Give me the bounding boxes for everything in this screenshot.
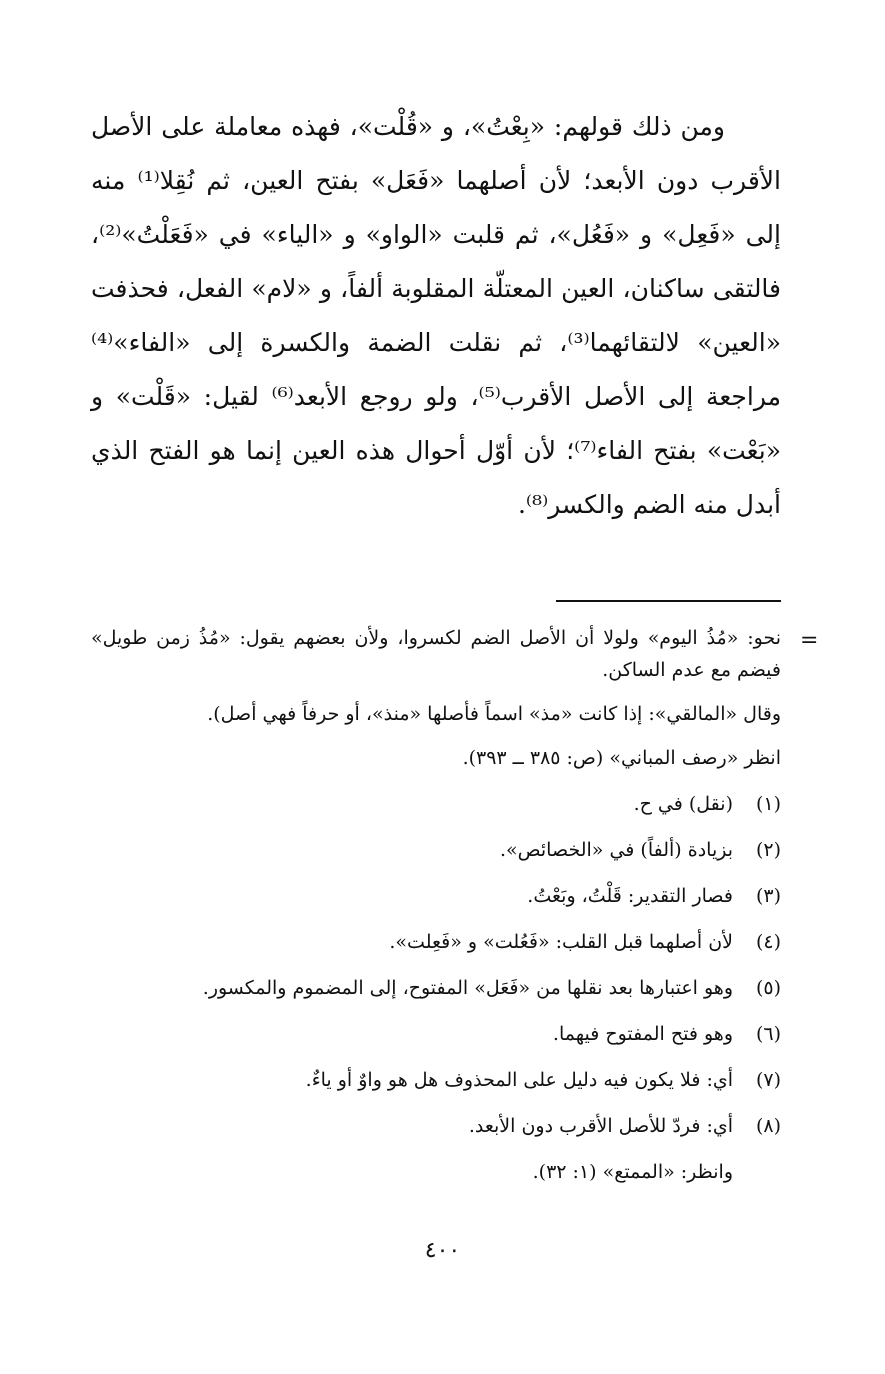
footnote-trailing-line: وانظر: «الممتع» (١: ٣٢). xyxy=(532,1161,733,1183)
footnote-number: (٢) xyxy=(755,839,781,861)
footnotes-section xyxy=(91,622,781,1202)
footnote-item xyxy=(91,972,781,1018)
main-paragraph-text: ومن ذلك قولهم: «بِعْتُ»، و «قُلْت»، فهذه معاملة على الأصل الأقرب دون الأبعد؛ لأن أصلهما «فَعَل» بفتح العين، ثم نُقِلا⁽¹⁾ منه إلى «فَعِل» و «فَعُل»، ثم قلبت «الواو» و «الياء» في «فَعَلْتُ»⁽²⁾، فالتقى ساكنان، العين المعتلّة المقلوبة ألفاً، و «لام» الفعل، فحذفت «العين» لالتقائهما⁽³⁾، ثم نقلت الضمة والكسرة إلى «الفاء»⁽⁴⁾ مراجعة إلى الأصل الأقرب⁽⁵⁾، ولو روجع الأبعد⁽⁶⁾ لقيل: «قَلْت» و «بَعْت» بفتح الفاء⁽⁷⁾؛ لأن أوّل أحوال هذه العين إنما هو الفتح الذي أبدل منه الضم والكسر⁽⁸⁾. xyxy=(91,112,782,519)
footnote-item xyxy=(91,834,781,880)
footnote-separator xyxy=(556,600,781,602)
footnote-number: (٨) xyxy=(755,1115,781,1137)
page-number: ٤٠٠ xyxy=(424,1238,461,1263)
continued-footnote-line: نحو: «مُذُ اليوم» ولولا أن الأصل الضم لكسروا، ولأن بعضهم يقول: «مُذُ زمن طويل» فيضم مع عدم الساكن. xyxy=(91,627,781,681)
continued-footnote-line: وقال «المالقي»: إذا كانت «مذ» اسماً فأصلها «منذ»، أو حرفاً فهي أصل). xyxy=(207,703,781,725)
footnote-text: وهو فتح المفتوح فيهما. xyxy=(552,1023,733,1045)
footnote-list xyxy=(91,788,781,1156)
footnote-number: (٤) xyxy=(755,931,781,953)
footnote-text: لأن أصلهما قبل القلب: «فَعُلت» و «فَعِلت». xyxy=(389,931,733,953)
footnote-continuation-mark: = xyxy=(800,628,819,653)
footnote-text: فصار التقدير: قَلْتُ، وبَعْتُ. xyxy=(527,885,733,907)
footnote-item xyxy=(91,880,781,926)
footnote-item xyxy=(91,1110,781,1156)
footnote-text: وهو اعتبارها بعد نقلها من «فَعَل» المفتوح، إلى المضموم والمكسور. xyxy=(202,977,733,999)
footnote-text: بزيادة (ألفاً) في «الخصائص». xyxy=(499,839,733,861)
main-paragraph xyxy=(91,100,781,532)
footnote-item xyxy=(91,926,781,972)
footnote-number: (٥) xyxy=(755,977,781,999)
footnote-text: أي: فلا يكون فيه دليل على المحذوف هل هو واوٌ أو ياءٌ. xyxy=(305,1069,733,1091)
footnote-number: (٦) xyxy=(755,1023,781,1045)
footnote-item xyxy=(91,788,781,834)
footnote-number: (١) xyxy=(755,793,781,815)
footnote-number: (٣) xyxy=(755,885,781,907)
continued-footnote xyxy=(91,622,781,774)
footnote-item xyxy=(91,1064,781,1110)
continued-footnote-line: انظر «رصف المباني» (ص: ٣٨٥ ــ ٣٩٣). xyxy=(462,747,781,769)
footnote-number: (٧) xyxy=(755,1069,781,1091)
footnote-text: أي: فردّ للأصل الأقرب دون الأبعد. xyxy=(468,1115,733,1137)
footnote-item xyxy=(91,1018,781,1064)
footnote-text: (نقل) في ح. xyxy=(633,793,733,815)
